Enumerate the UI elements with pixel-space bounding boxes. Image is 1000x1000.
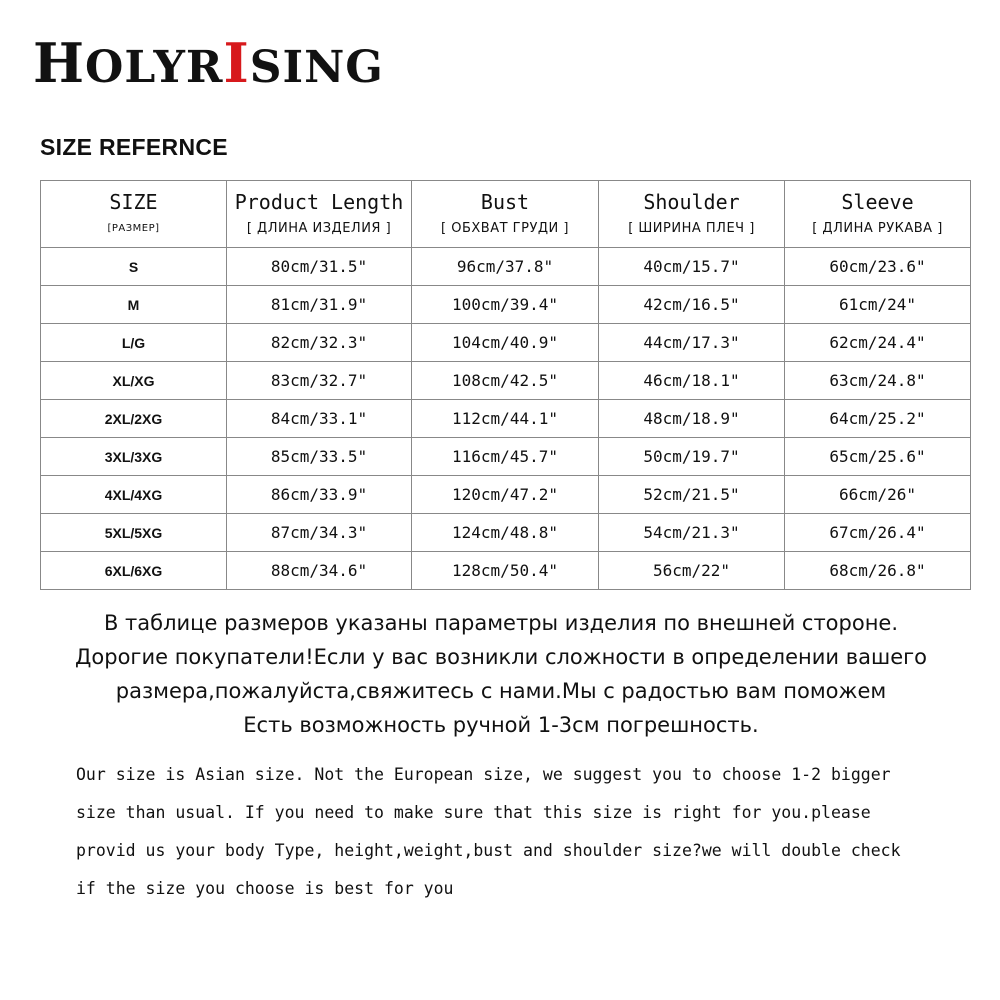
- length-cell: 85cm/33.5": [227, 438, 412, 476]
- length-cell: 84cm/33.1": [227, 400, 412, 438]
- sleeve-cell: 61cm/24": [785, 286, 971, 324]
- logo-text-part2: SING: [249, 42, 384, 93]
- header-size-en: SIZE: [109, 190, 158, 214]
- header-shoulder-en: Shoulder: [643, 190, 740, 214]
- sleeve-cell: 60cm/23.6": [785, 248, 971, 286]
- shoulder-cell: 52cm/21.5": [599, 476, 785, 514]
- header-sleeve: [785, 181, 971, 248]
- header-sleeve-en: Sleeve: [841, 190, 914, 214]
- size-cell: M: [41, 286, 227, 324]
- length-cell: 83cm/32.7": [227, 362, 412, 400]
- sleeve-cell: 66cm/26": [785, 476, 971, 514]
- length-cell: 82cm/32.3": [227, 324, 412, 362]
- length-cell: 88cm/34.6": [227, 552, 412, 590]
- russian-note-line: Дорогие покупатели!Если у вас возникли сложности в определении вашего: [74, 645, 927, 669]
- sleeve-cell: 67cm/26.4": [785, 514, 971, 552]
- sleeve-cell: 62cm/24.4": [785, 324, 971, 362]
- bust-cell: 128cm/50.4": [412, 552, 599, 590]
- table-header-row: [41, 181, 971, 248]
- table-row: [41, 324, 971, 362]
- russian-note-line: размера,пожалуйста,свяжитесь с нами.Мы с радостью вам поможем: [115, 679, 887, 703]
- size-cell: L/G: [41, 324, 227, 362]
- logo-letter-h: H: [33, 31, 86, 95]
- sleeve-cell: 68cm/26.8": [785, 552, 971, 590]
- size-cell: 3XL/3XG: [41, 438, 227, 476]
- bust-cell: 112cm/44.1": [412, 400, 599, 438]
- length-cell: 80cm/31.5": [227, 248, 412, 286]
- header-sleeve-ru: [ ДЛИНА РУКАВА ]: [812, 221, 943, 236]
- header-bust-ru: [ ОБХВАТ ГРУДИ ]: [441, 221, 569, 236]
- header-bust-en: Bust: [480, 190, 530, 214]
- table-row: [41, 400, 971, 438]
- bust-cell: 100cm/39.4": [412, 286, 599, 324]
- size-cell: S: [41, 248, 227, 286]
- size-table: [40, 180, 971, 590]
- section-title: SIZE REFERNCE: [40, 134, 228, 160]
- shoulder-cell: 48cm/18.9": [599, 400, 785, 438]
- english-note: [76, 756, 976, 908]
- english-note-line: Our size is Asian size. Not the European size, we suggest you to choose 1-2 bigger: [76, 765, 891, 784]
- size-cell: 5XL/5XG: [41, 514, 227, 552]
- shoulder-cell: 44cm/17.3": [599, 324, 785, 362]
- bust-cell: 104cm/40.9": [412, 324, 599, 362]
- shoulder-cell: 42cm/16.5": [599, 286, 785, 324]
- russian-note: [36, 606, 966, 742]
- bust-cell: 124cm/48.8": [412, 514, 599, 552]
- table-row: [41, 476, 971, 514]
- english-note-line: provid us your body Type, height,weight,bust and shoulder size?we will double check: [76, 841, 901, 860]
- header-product-length: [227, 181, 412, 248]
- table-row: [41, 248, 971, 286]
- english-note-line: size than usual. If you need to make sure that this size is right for you.please: [76, 803, 871, 822]
- size-cell: 2XL/2XG: [41, 400, 227, 438]
- russian-note-line: В таблице размеров указаны параметры изделия по внешней стороне.: [103, 611, 899, 635]
- size-cell: XL/XG: [41, 362, 227, 400]
- table-row: [41, 362, 971, 400]
- shoulder-cell: 40cm/15.7": [599, 248, 785, 286]
- shoulder-cell: 56cm/22": [599, 552, 785, 590]
- shoulder-cell: 50cm/19.7": [599, 438, 785, 476]
- length-cell: 87cm/34.3": [227, 514, 412, 552]
- table-row: [41, 438, 971, 476]
- table-row: [41, 552, 971, 590]
- length-cell: 81cm/31.9": [227, 286, 412, 324]
- bust-cell: 108cm/42.5": [412, 362, 599, 400]
- sleeve-cell: 64cm/25.2": [785, 400, 971, 438]
- header-shoulder-ru: [ ШИРИНА ПЛЕЧ ]: [628, 221, 755, 236]
- table-row: [41, 514, 971, 552]
- size-cell: 6XL/6XG: [41, 552, 227, 590]
- russian-note-line: Есть возможность ручной 1-3см погрешность.: [243, 713, 759, 737]
- shoulder-cell: 46cm/18.1": [599, 362, 785, 400]
- sleeve-cell: 63cm/24.8": [785, 362, 971, 400]
- header-bust: [412, 181, 599, 248]
- size-cell: 4XL/4XG: [41, 476, 227, 514]
- header-length-en: Product Length: [234, 190, 404, 214]
- bust-cell: 120cm/47.2": [412, 476, 599, 514]
- logo-text-part1: OLYR: [85, 42, 224, 93]
- shoulder-cell: 54cm/21.3": [599, 514, 785, 552]
- brand-logo: [33, 31, 384, 95]
- header-size: [41, 181, 227, 248]
- table-row: [41, 286, 971, 324]
- logo-accent-letter: I: [223, 31, 250, 95]
- bust-cell: 96cm/37.8": [412, 248, 599, 286]
- header-size-ru: [РАЗМЕР]: [107, 223, 160, 234]
- header-length-ru: [ ДЛИНА ИЗДЕЛИЯ ]: [246, 221, 392, 236]
- length-cell: 86cm/33.9": [227, 476, 412, 514]
- english-note-line: if the size you choose is best for you: [76, 879, 454, 898]
- sleeve-cell: 65cm/25.6": [785, 438, 971, 476]
- header-shoulder: [599, 181, 785, 248]
- bust-cell: 116cm/45.7": [412, 438, 599, 476]
